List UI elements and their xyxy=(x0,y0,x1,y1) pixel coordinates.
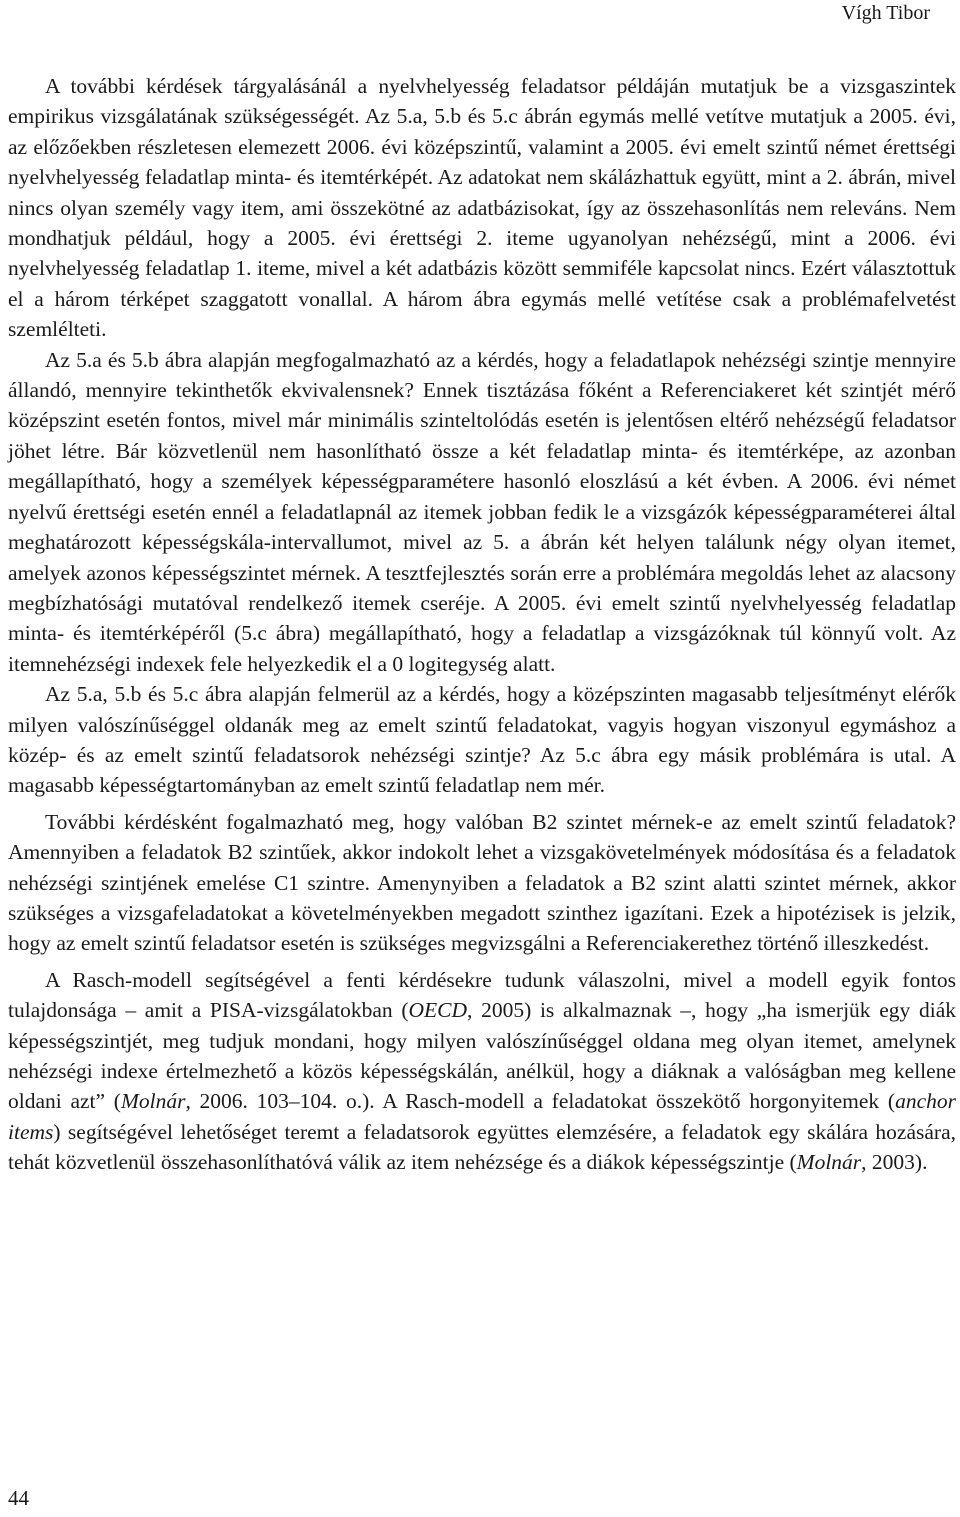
paragraph: Az 5.a és 5.b ábra alapján megfogalmazható az a kérdés, hogy a feladatlapok nehézségi szintje mennyire állandó, mennyire tekinthetők ekvivalensnek? Ennek tisztázása főként a Referenciakeret két szintjét mérő középszint esetén fontos, mivel már minimális szinteltolódás esetén is jelentősen eltérő nehézségű feladatsor jöhet létre. Bár közvetlenül nem hasonlítható össze a két feladatlap minta- és itemtérképe, az azonban megállapítható, hogy a személyek képességparamétere hasonló eloszlású a két évben. A 2006. évi német nyelvű érettségi esetén ennél a feladatlapnál az itemek jobban fedik le a vizsgázók képességparaméterei által meghatározott képességskála-intervallumot, mivel az 5. a ábrán két helyen találunk négy olyan itemet, amelyek azonos képességszintet mérnek. A tesztfejlesztés során erre a problémára megoldás lehet az alacsony megbízhatósági mutatóval rendelkező itemek cseréje. A 2005. évi emelt szintű nyelvhelyesség feladatlap minta- és itemtérképéről (5.c ábra) megállapítható, hogy a feladatlap a vizsgázóknak túl könnyű volt. Az itemnehézségi indexek fele helyezkedik el a 0 logitegység alatt. xyxy=(8,347,956,676)
paragraph: A további kérdések tárgyalásánál a nyelvhelyesség feladatsor példáján mutatjuk be a vizsgaszintek empirikus vizsgálatának szükségességét. Az 5.a, 5.b és 5.c ábrán egymás mellé vetítve mutatjuk a 2005. évi, az előzőekben részletesen elemezett 2006. évi középszintű, valamint a 2005. évi emelt szintű német érettségi nyelvhelyesség feladatlap minta- és itemtérképét. Az adatokat nem skálázhattuk együtt, mint a 2. ábrán, mivel nincs olyan személy vagy item, ami összekötné az adatbázisokat, így az összehasonlítás nem releváns. Nem mondhatjuk például, hogy a 2005. évi érettségi 2. iteme ugyanolyan nehézségű, mint a 2006. évi nyelvhelyesség feladatlap 1. iteme, mivel a két adatbázis között semmiféle kapcsolat nincs. Ezért választottuk el a három térképet szaggatott vonallal. A három ábra egymás mellé vetítése csak a problémafelvetést szemlélteti. xyxy=(8,74,956,342)
text-run: , 2003). xyxy=(861,1150,928,1175)
term-anchor-items: anchor items xyxy=(8,1089,956,1144)
citation-molnar-2006: Molnár xyxy=(120,1089,186,1114)
paragraph-rasch xyxy=(8,965,956,1178)
citation-molnar-2003: Molnár xyxy=(796,1150,862,1175)
paragraph: További kérdésként fogalmazható meg, hogy valóban B2 szintet mérnek-e az emelt szintű feladatok? Amennyiben a feladatok B2 szintűek, akkor indokolt lehet a vizsgakövetelmények módosítása és a feladatok nehézségi szintjének emelése C1 szintre. Amenynyiben a feladatok a B2 szint alatti szintet mérnek, akkor szükséges a vizsgafeladatokat a követelményekben megadott szinthez igazítani. Ezek a hipotézisek is jelzik, hogy az emelt szintű feladatsor esetén is szükséges megvizsgálni a Referenciakerethez történő illeszkedést. xyxy=(8,809,956,956)
body-text xyxy=(8,71,956,1178)
paragraph: Az 5.a, 5.b és 5.c ábra alapján felmerül az a kérdés, hogy a középszinten magasabb teljesítményt elérők milyen valószínűséggel oldanák meg az emelt szintű feladatokat, vagyis hogyan viszonyul egymáshoz a közép- és az emelt szintű feladatsorok nehézségi szintje? Az 5.c ábra egy másik problémára is utal. A magasabb képességtartományban az emelt szintű feladatlap nem mér. xyxy=(8,682,956,798)
page-number: 44 xyxy=(8,1486,29,1510)
text-run: , 2006. 103–104. o.). A Rasch-modell a feladatokat összekötő horgonyitemek ( xyxy=(185,1089,896,1114)
text-run: , 2005) is alkalmaznak –, hogy „ha ismerjük egy diák képességszintjét, meg tudjuk mondani, hogy milyen valószínűséggel oldana meg olyan itemet, amelynek nehézségi indexe értelmezhető a közös képességskálán, anélkül, hogy a diáknak a valóságban meg kellene oldani azt” ( xyxy=(8,998,956,1114)
text-run: ) segítségével lehetőséget teremt a feladatsorok együttes elemzésére, a feladatok egy skálára hozására, tehát közvetlenül összehasonlíthatóvá válik az item nehézsége és a diákok képességszintje ( xyxy=(8,1119,956,1175)
citation-oecd: OECD xyxy=(408,998,468,1023)
text-run: A Rasch-modell segítségével a fenti kérdésekre tudunk válaszolni, mivel a modell egyik fontos tulajdonsága – amit a PISA-vizsgálatokban ( xyxy=(8,967,956,1023)
running-header-author: Vígh Tibor xyxy=(841,2,930,24)
